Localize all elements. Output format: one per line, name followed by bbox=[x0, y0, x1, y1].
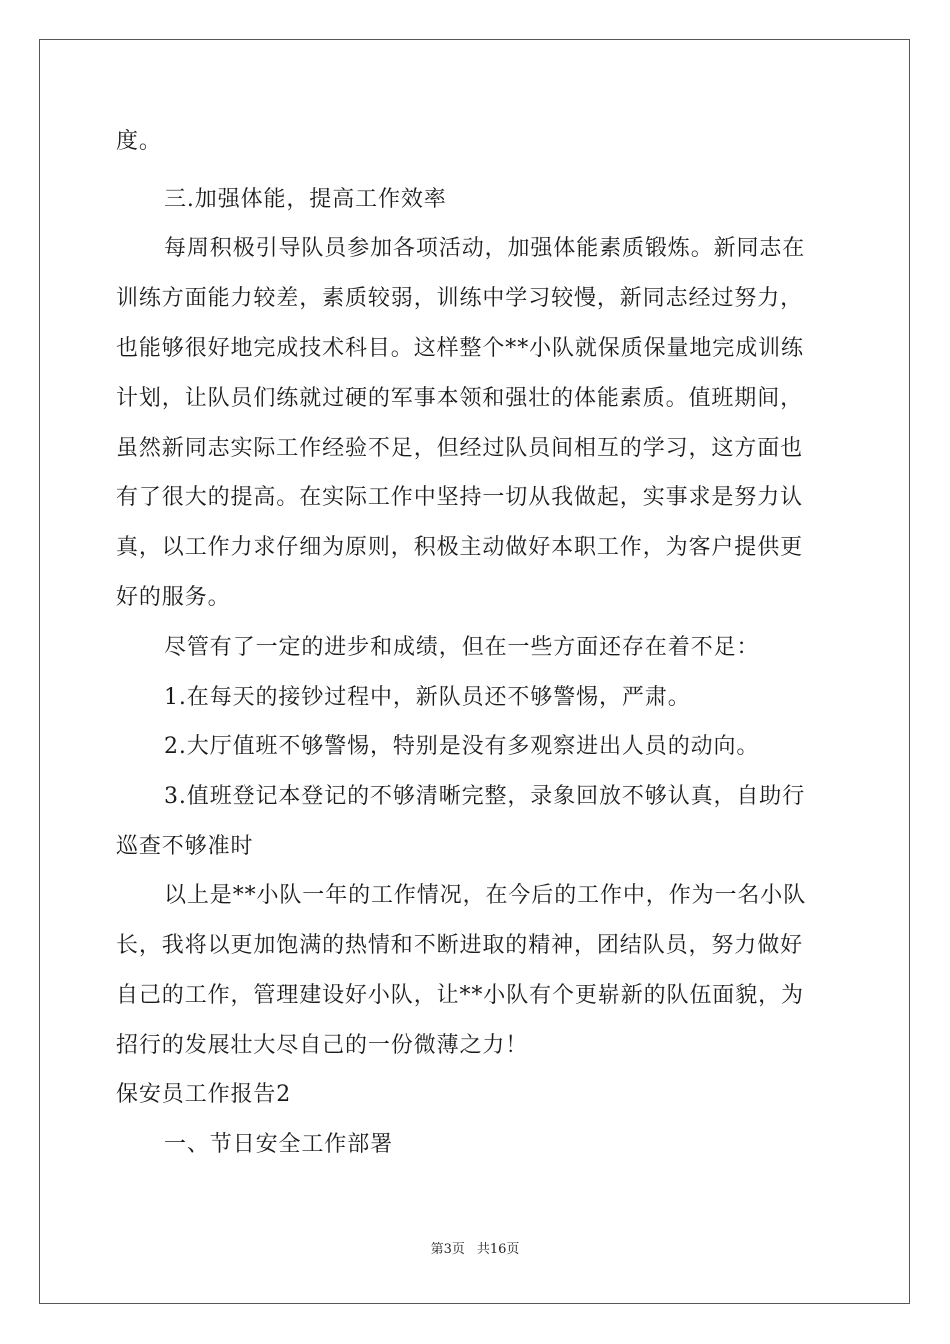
section-heading: 三.加强体能，提高工作效率 bbox=[164, 187, 447, 212]
list-item: 3.值班登记本登记的不够清晰完整，录象回放不够认真，自助行 bbox=[164, 784, 806, 809]
list-item: 1.在每天的接钞过程中，新队员还不够警惕，严肃。 bbox=[164, 685, 691, 710]
paragraph-line: 训练方面能力较差，素质较弱，训练中学习较慢，新同志经过努力， bbox=[116, 286, 804, 311]
paragraph-line: 好的服务。 bbox=[116, 585, 231, 610]
page-footer bbox=[0, 1238, 950, 1257]
paragraph-line: 尽管有了一定的进步和成绩，但在一些方面还存在着不足： bbox=[164, 635, 760, 660]
paragraph-line: 虽然新同志实际工作经验不足，但经过队员间相互的学习，这方面也 bbox=[116, 436, 804, 461]
document-title: 保安员工作报告2 bbox=[116, 1082, 292, 1107]
paragraph-line: 自己的工作，管理建设好小队，让**小队有个更崭新的队伍面貌，为 bbox=[116, 983, 804, 1008]
paragraph-line: 每周积极引导队员参加各项活动，加强体能素质锻炼。新同志在 bbox=[164, 236, 806, 261]
paragraph-line: 巡查不够准时 bbox=[116, 834, 254, 859]
paragraph-line: 计划，让队员们练就过硬的军事本领和强壮的体能素质。值班期间， bbox=[116, 386, 804, 411]
paragraph-line: 以上是**小队一年的工作情况，在今后的工作中，作为一名小队 bbox=[164, 883, 807, 908]
paragraph-line: 长，我将以更加饱满的热情和不断进取的精神，团结队员，努力做好 bbox=[116, 933, 804, 958]
list-item: 2.大厅值班不够警惕，特别是没有多观察进出人员的动向。 bbox=[164, 734, 760, 759]
paragraph-line: 也能够很好地完成技术科目。这样整个**小队就保质保量地完成训练 bbox=[116, 336, 804, 361]
section-heading: 一、节日安全工作部署 bbox=[164, 1132, 394, 1157]
paragraph-line: 招行的发展壮大尽自己的一份微薄之力！ bbox=[116, 1033, 529, 1058]
paragraph-line: 度。 bbox=[116, 129, 162, 154]
paragraph-line: 有了很大的提高。在实际工作中坚持一切从我做起，实事求是努力认 bbox=[116, 485, 804, 510]
page-number: 第3页 bbox=[430, 1242, 465, 1257]
page-border bbox=[39, 39, 910, 1304]
paragraph-line: 真，以工作力求仔细为原则，积极主动做好本职工作，为客户提供更 bbox=[116, 535, 804, 560]
page-total: 共16页 bbox=[476, 1242, 520, 1257]
